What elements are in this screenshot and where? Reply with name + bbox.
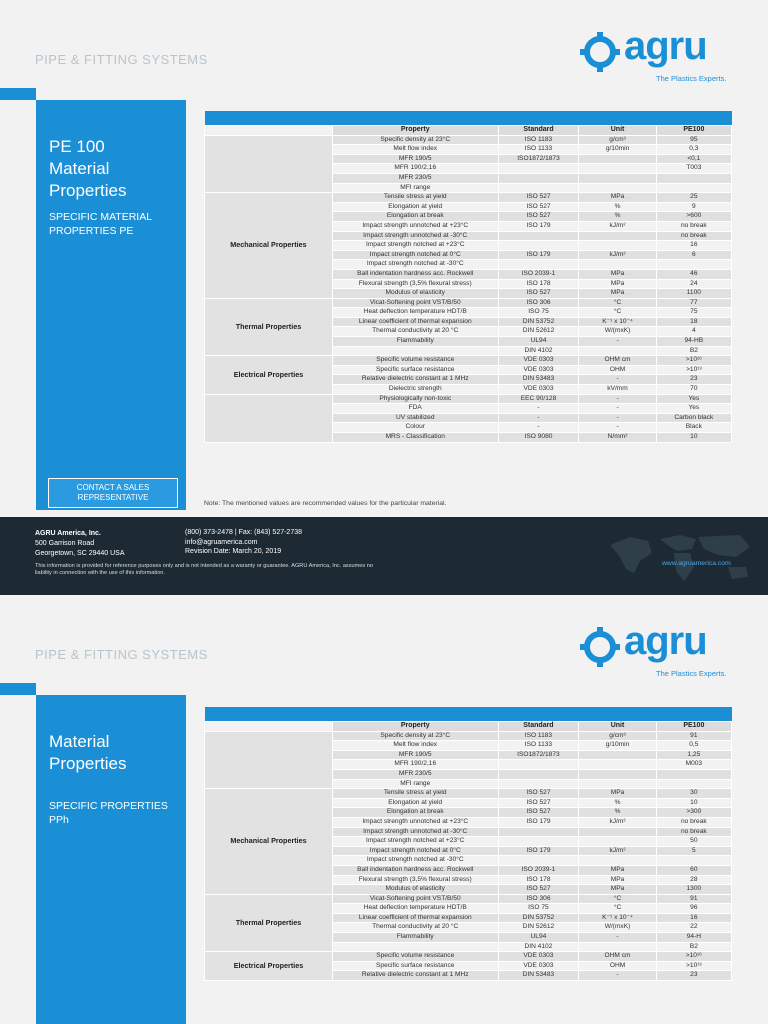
header-cell-empty: [205, 126, 333, 136]
property-cell: Elongation at yield: [332, 202, 498, 212]
standard-cell: ISO 1183: [498, 135, 579, 145]
unit-cell: -: [579, 971, 656, 981]
unit-cell: MPa: [579, 789, 656, 799]
property-cell: Tensile stress at yield: [332, 193, 498, 203]
footer-email[interactable]: info@agruamerica.com: [185, 538, 258, 546]
property-cell: Specific surface resistance: [332, 365, 498, 375]
unit-cell: g/10min: [579, 145, 656, 155]
logo-wordmark: agru: [624, 24, 707, 68]
unit-cell: °C: [579, 904, 656, 914]
standard-cell: ISO 527: [498, 212, 579, 222]
unit-cell: OHM: [579, 961, 656, 971]
value-cell: Carbon black: [656, 413, 731, 423]
footer-address-line2: Georgetown, SC 29440 USA: [35, 550, 125, 557]
unit-cell: [579, 942, 656, 952]
page-2: [0, 595, 768, 1024]
footer-contact: [185, 528, 302, 557]
property-cell: Impact strength unnotched at -30°C: [332, 231, 498, 241]
unit-cell: OHM: [579, 365, 656, 375]
header-cell-empty: [205, 722, 333, 732]
value-cell: 94-HB: [656, 337, 731, 347]
property-cell: Thermal conductivity at 20 °C: [332, 327, 498, 337]
unit-cell: °C: [579, 308, 656, 318]
value-cell: no break: [656, 817, 731, 827]
unit-cell: %: [579, 798, 656, 808]
property-cell: Colour: [332, 423, 498, 433]
value-cell: no break: [656, 827, 731, 837]
property-cell: MFR 230/5: [332, 769, 498, 779]
world-map-icon: [600, 527, 760, 587]
value-cell: 91: [656, 731, 731, 741]
standard-cell: ISO 527: [498, 289, 579, 299]
value-cell: >10¹³: [656, 961, 731, 971]
value-cell: M003: [656, 760, 731, 770]
value-cell: 1100: [656, 289, 731, 299]
standard-cell: ISO 1133: [498, 741, 579, 751]
standard-cell: ISO1872/1873: [498, 154, 579, 164]
unit-cell: kJ/m²: [579, 817, 656, 827]
standard-cell: ISO 2039-1: [498, 269, 579, 279]
standard-cell: ISO 179: [498, 817, 579, 827]
panel-title-text: Material Properties: [49, 732, 127, 773]
standard-cell: ISO 306: [498, 298, 579, 308]
value-cell: 91: [656, 894, 731, 904]
unit-cell: [579, 856, 656, 866]
table-note: Note: The mentioned values are recommended values for the particular material.: [204, 500, 447, 507]
unit-cell: MPa: [579, 289, 656, 299]
property-cell: Impact strength notched at -30°C: [332, 260, 498, 270]
property-cell: Flexural strength (3,5% flexural stress): [332, 875, 498, 885]
standard-cell: [498, 827, 579, 837]
unit-cell: [579, 346, 656, 356]
property-cell: Specific density at 23°C: [332, 135, 498, 145]
logo-tagline: The Plastics Experts.: [656, 74, 727, 83]
unit-cell: OHM cm: [579, 952, 656, 962]
column-header: Property: [332, 126, 498, 136]
standard-cell: UL94: [498, 933, 579, 943]
property-cell: MFI range: [332, 779, 498, 789]
value-cell: Yes: [656, 404, 731, 414]
standard-cell: ISO1872/1873: [498, 750, 579, 760]
standard-cell: -: [498, 404, 579, 414]
property-cell: Specific density at 23°C: [332, 731, 498, 741]
value-cell: 60: [656, 865, 731, 875]
value-cell: 96: [656, 904, 731, 914]
standard-cell: ISO 527: [498, 202, 579, 212]
property-cell: Thermal conductivity at 20 °C: [332, 923, 498, 933]
property-cell: MFR 230/5: [332, 173, 498, 183]
standard-cell: ISO 527: [498, 808, 579, 818]
property-cell: Specific volume resistance: [332, 952, 498, 962]
column-header: Property: [332, 722, 498, 732]
property-cell: MFR 190/2,16: [332, 164, 498, 174]
property-cell: Melt flow index: [332, 741, 498, 751]
standard-cell: VDE 0303: [498, 385, 579, 395]
unit-cell: [579, 260, 656, 270]
standard-cell: VDE 0303: [498, 356, 579, 366]
value-cell: 0,3: [656, 145, 731, 155]
property-cell: Linear coefficient of thermal expansion: [332, 317, 498, 327]
category-cell: Mechanical Properties: [205, 193, 333, 299]
footer-disclaimer: This information is provided for reference purposes only and is not intended as a waranty or guarantee. AGRU America, Inc. assumes no liability in connection with the use of this information.: [35, 563, 373, 576]
table-row: [205, 298, 732, 308]
property-cell: Elongation at break: [332, 212, 498, 222]
value-cell: 16: [656, 241, 731, 251]
unit-cell: [579, 769, 656, 779]
unit-cell: [579, 154, 656, 164]
table-row: [205, 894, 732, 904]
unit-cell: g/10min: [579, 741, 656, 751]
value-cell: >600: [656, 212, 731, 222]
standard-cell: [498, 760, 579, 770]
standard-cell: -: [498, 413, 579, 423]
property-cell: Relative dielectric constant at 1 MHz: [332, 971, 498, 981]
footer-address: [35, 529, 125, 559]
property-cell: Ball indentation hardness acc. Rockwell: [332, 865, 498, 875]
standard-cell: -: [498, 423, 579, 433]
property-cell: Modulus of elasticity: [332, 885, 498, 895]
panel-title-text: PE 100 Material Properties: [49, 137, 127, 200]
unit-cell: K⁻¹ x 10⁻⁴: [579, 913, 656, 923]
unit-cell: -: [579, 413, 656, 423]
unit-cell: g/cm³: [579, 135, 656, 145]
unit-cell: K⁻¹ x 10⁻⁴: [579, 317, 656, 327]
category-cell: [205, 135, 333, 193]
property-cell: Vicat-Softening point VST/B/50: [332, 298, 498, 308]
standard-cell: ISO 527: [498, 798, 579, 808]
unit-cell: °C: [579, 894, 656, 904]
property-cell: Relative dielectric constant at 1 MHz: [332, 375, 498, 385]
value-cell: 25: [656, 193, 731, 203]
standard-cell: VDE 0303: [498, 961, 579, 971]
standard-cell: ISO 179: [498, 846, 579, 856]
category-cell: Electrical Properties: [205, 356, 333, 394]
property-cell: Vicat-Softening point VST/B/50: [332, 894, 498, 904]
standard-cell: [498, 231, 579, 241]
standard-cell: ISO 179: [498, 221, 579, 231]
value-cell: 10: [656, 798, 731, 808]
table-header-bar: [205, 111, 732, 126]
unit-cell: [579, 779, 656, 789]
value-cell: 95: [656, 135, 731, 145]
agru-logo[interactable]: [580, 24, 768, 94]
property-cell: MFR 190/5: [332, 154, 498, 164]
agru-logo-icon: [580, 627, 620, 667]
property-cell: Flammability: [332, 337, 498, 347]
unit-cell: [579, 750, 656, 760]
table-row: [205, 731, 732, 741]
property-cell: FDA: [332, 404, 498, 414]
standard-cell: ISO 527: [498, 789, 579, 799]
value-cell: no break: [656, 231, 731, 241]
panel-subtitle: SPECIFIC PROPERTIES PPh: [49, 800, 168, 826]
logo-tagline: The Plastics Experts.: [656, 669, 727, 678]
standard-cell: ISO 75: [498, 904, 579, 914]
standard-cell: [498, 260, 579, 270]
standard-cell: [498, 241, 579, 251]
standard-cell: ISO 1183: [498, 731, 579, 741]
standard-cell: VDE 0303: [498, 365, 579, 375]
unit-cell: °C: [579, 298, 656, 308]
value-cell: [656, 260, 731, 270]
category-cell: Electrical Properties: [205, 952, 333, 981]
value-cell: >10¹⁶: [656, 952, 731, 962]
value-cell: 22: [656, 923, 731, 933]
footer-url[interactable]: www.agruamerica.com: [662, 560, 731, 567]
unit-cell: %: [579, 212, 656, 222]
property-cell: MFI range: [332, 183, 498, 193]
unit-cell: -: [579, 404, 656, 414]
unit-cell: MPa: [579, 269, 656, 279]
value-cell: >10¹⁶: [656, 356, 731, 366]
property-cell: Tensile stress at yield: [332, 789, 498, 799]
property-cell: Heat deflection temperature HDT/B: [332, 904, 498, 914]
standard-cell: DIN 53483: [498, 971, 579, 981]
standard-cell: [498, 173, 579, 183]
property-cell: Heat deflection temperature HDT/B: [332, 308, 498, 318]
value-cell: 6: [656, 250, 731, 260]
value-cell: [656, 173, 731, 183]
standard-cell: DIN 53483: [498, 375, 579, 385]
unit-cell: [579, 164, 656, 174]
properties-table: [204, 111, 732, 443]
property-cell: Impact strength notched at +23°C: [332, 241, 498, 251]
unit-cell: W/(mxK): [579, 327, 656, 337]
accent-bar: [0, 683, 36, 695]
standard-cell: UL94: [498, 337, 579, 347]
standard-cell: DIN 52612: [498, 923, 579, 933]
property-cell: UV stabilized: [332, 413, 498, 423]
value-cell: 24: [656, 279, 731, 289]
category-cell: Thermal Properties: [205, 894, 333, 952]
table-header-bar: [205, 707, 732, 722]
unit-cell: MPa: [579, 885, 656, 895]
property-cell: MFR 190/2,16: [332, 760, 498, 770]
unit-cell: N/mm²: [579, 433, 656, 443]
standard-cell: [498, 769, 579, 779]
table-row: [205, 789, 732, 799]
column-header: PE100: [656, 722, 731, 732]
unit-cell: W/(mxK): [579, 923, 656, 933]
standard-cell: [498, 856, 579, 866]
standard-cell: [498, 837, 579, 847]
unit-cell: [579, 241, 656, 251]
unit-cell: OHM cm: [579, 356, 656, 366]
value-cell: 46: [656, 269, 731, 279]
value-cell: 10: [656, 433, 731, 443]
property-cell: Specific surface resistance: [332, 961, 498, 971]
value-cell: [656, 779, 731, 789]
side-panel: [36, 100, 186, 510]
standard-cell: ISO 178: [498, 279, 579, 289]
property-cell: Impact strength notched at +23°C: [332, 837, 498, 847]
standard-cell: DIN 4102: [498, 346, 579, 356]
footer-company: AGRU America, Inc.: [35, 530, 101, 537]
unit-cell: %: [579, 202, 656, 212]
standard-cell: DIN 53752: [498, 317, 579, 327]
unit-cell: kJ/m²: [579, 221, 656, 231]
value-cell: 0,5: [656, 741, 731, 751]
value-cell: B2: [656, 346, 731, 356]
property-cell: Flexural strength (3,5% flexural stress): [332, 279, 498, 289]
value-cell: 50: [656, 837, 731, 847]
property-cell: Dielectric strength: [332, 385, 498, 395]
footer-phone: (800) 373-2478 | Fax: (843) 527-2738: [185, 529, 303, 536]
value-cell: 75: [656, 308, 731, 318]
column-header: Unit: [579, 126, 656, 136]
unit-cell: -: [579, 423, 656, 433]
accent-bar: [0, 88, 36, 100]
property-cell: Linear coefficient of thermal expansion: [332, 913, 498, 923]
standard-cell: EEC 90/128: [498, 394, 579, 404]
value-cell: [656, 856, 731, 866]
standard-cell: ISO 9080: [498, 433, 579, 443]
category-cell: [205, 731, 333, 789]
footer: [0, 517, 768, 595]
property-cell: Melt flow index: [332, 145, 498, 155]
table-row: [205, 356, 732, 366]
value-cell: 16: [656, 913, 731, 923]
value-cell: no break: [656, 221, 731, 231]
value-cell: >300: [656, 808, 731, 818]
value-cell: 94-H: [656, 933, 731, 943]
value-cell: 9: [656, 202, 731, 212]
footer-address-line1: 500 Garrison Road: [35, 540, 95, 547]
standard-cell: [498, 779, 579, 789]
standard-cell: ISO 178: [498, 875, 579, 885]
column-header: Standard: [498, 722, 579, 732]
value-cell: >10¹³: [656, 365, 731, 375]
unit-cell: [579, 173, 656, 183]
panel-subtitle: SPECIFIC MATERIAL PROPERTIES PE: [49, 211, 152, 237]
value-cell: 30: [656, 789, 731, 799]
unit-cell: MPa: [579, 875, 656, 885]
value-cell: [656, 769, 731, 779]
category-cell: [205, 394, 333, 442]
standard-cell: [498, 183, 579, 193]
contact-sales-button[interactable]: CONTACT A SALES REPRESENTATIVE: [48, 478, 178, 508]
unit-cell: -: [579, 375, 656, 385]
unit-cell: kV/mm: [579, 385, 656, 395]
value-cell: <0,1: [656, 154, 731, 164]
standard-cell: ISO 75: [498, 308, 579, 318]
property-cell: Ball indentation hardness acc. Rockwell: [332, 269, 498, 279]
panel-title: [49, 731, 179, 775]
value-cell: 18: [656, 317, 731, 327]
value-cell: Yes: [656, 394, 731, 404]
unit-cell: [579, 183, 656, 193]
value-cell: 1300: [656, 885, 731, 895]
unit-cell: MPa: [579, 193, 656, 203]
properties-table: [204, 707, 732, 981]
column-header: Unit: [579, 722, 656, 732]
header-title: PIPE & FITTING SYSTEMS: [35, 647, 208, 662]
value-cell: Black: [656, 423, 731, 433]
standard-cell: VDE 0303: [498, 952, 579, 962]
unit-cell: [579, 231, 656, 241]
property-cell: Flammability: [332, 933, 498, 943]
value-cell: [656, 183, 731, 193]
property-cell: Physiologically non-toxic: [332, 394, 498, 404]
value-cell: 77: [656, 298, 731, 308]
value-cell: 70: [656, 385, 731, 395]
category-cell: Mechanical Properties: [205, 789, 333, 895]
property-cell: Elongation at break: [332, 808, 498, 818]
footer-revision: Revision Date: March 20, 2019: [185, 548, 282, 555]
standard-cell: DIN 53752: [498, 913, 579, 923]
property-cell: [332, 346, 498, 356]
unit-cell: [579, 760, 656, 770]
column-header: Standard: [498, 126, 579, 136]
property-cell: Impact strength unnotched at +23°C: [332, 221, 498, 231]
standard-cell: [498, 164, 579, 174]
agru-logo[interactable]: [580, 619, 768, 689]
panel-title: [49, 136, 179, 202]
value-cell: 28: [656, 875, 731, 885]
property-cell: Modulus of elasticity: [332, 289, 498, 299]
agru-logo-icon: [580, 32, 620, 72]
standard-cell: ISO 527: [498, 193, 579, 203]
property-cell: Elongation at yield: [332, 798, 498, 808]
value-cell: T003: [656, 164, 731, 174]
value-cell: 1,25: [656, 750, 731, 760]
value-cell: 4: [656, 327, 731, 337]
logo-wordmark: agru: [624, 619, 707, 663]
table-row: [205, 135, 732, 145]
standard-cell: DIN 52612: [498, 327, 579, 337]
value-cell: B2: [656, 942, 731, 952]
property-cell: Impact strength notched at -30°C: [332, 856, 498, 866]
value-cell: 23: [656, 375, 731, 385]
unit-cell: kJ/m²: [579, 250, 656, 260]
unit-cell: -: [579, 933, 656, 943]
standard-cell: DIN 4102: [498, 942, 579, 952]
unit-cell: [579, 837, 656, 847]
unit-cell: MPa: [579, 279, 656, 289]
unit-cell: MPa: [579, 865, 656, 875]
standard-cell: ISO 179: [498, 250, 579, 260]
property-cell: MRS - Classification: [332, 433, 498, 443]
property-cell: Impact strength unnotched at -30°C: [332, 827, 498, 837]
standard-cell: ISO 1133: [498, 145, 579, 155]
header-title: PIPE & FITTING SYSTEMS: [35, 52, 208, 67]
property-cell: Impact strength notched at 0°C: [332, 250, 498, 260]
property-cell: Impact strength notched at 0°C: [332, 846, 498, 856]
unit-cell: g/cm³: [579, 731, 656, 741]
standard-cell: ISO 527: [498, 885, 579, 895]
column-header: PE100: [656, 126, 731, 136]
value-cell: 5: [656, 846, 731, 856]
side-panel: [36, 695, 186, 1024]
unit-cell: %: [579, 808, 656, 818]
unit-cell: kJ/m²: [579, 846, 656, 856]
unit-cell: [579, 827, 656, 837]
value-cell: 23: [656, 971, 731, 981]
property-cell: Specific volume resistance: [332, 356, 498, 366]
unit-cell: -: [579, 337, 656, 347]
unit-cell: -: [579, 394, 656, 404]
standard-cell: ISO 306: [498, 894, 579, 904]
table-row: [205, 394, 732, 404]
table-row: [205, 193, 732, 203]
property-cell: [332, 942, 498, 952]
property-cell: MFR 190/5: [332, 750, 498, 760]
category-cell: Thermal Properties: [205, 298, 333, 356]
property-cell: Impact strength unnotched at +23°C: [332, 817, 498, 827]
table-row: [205, 952, 732, 962]
standard-cell: ISO 2039-1: [498, 865, 579, 875]
